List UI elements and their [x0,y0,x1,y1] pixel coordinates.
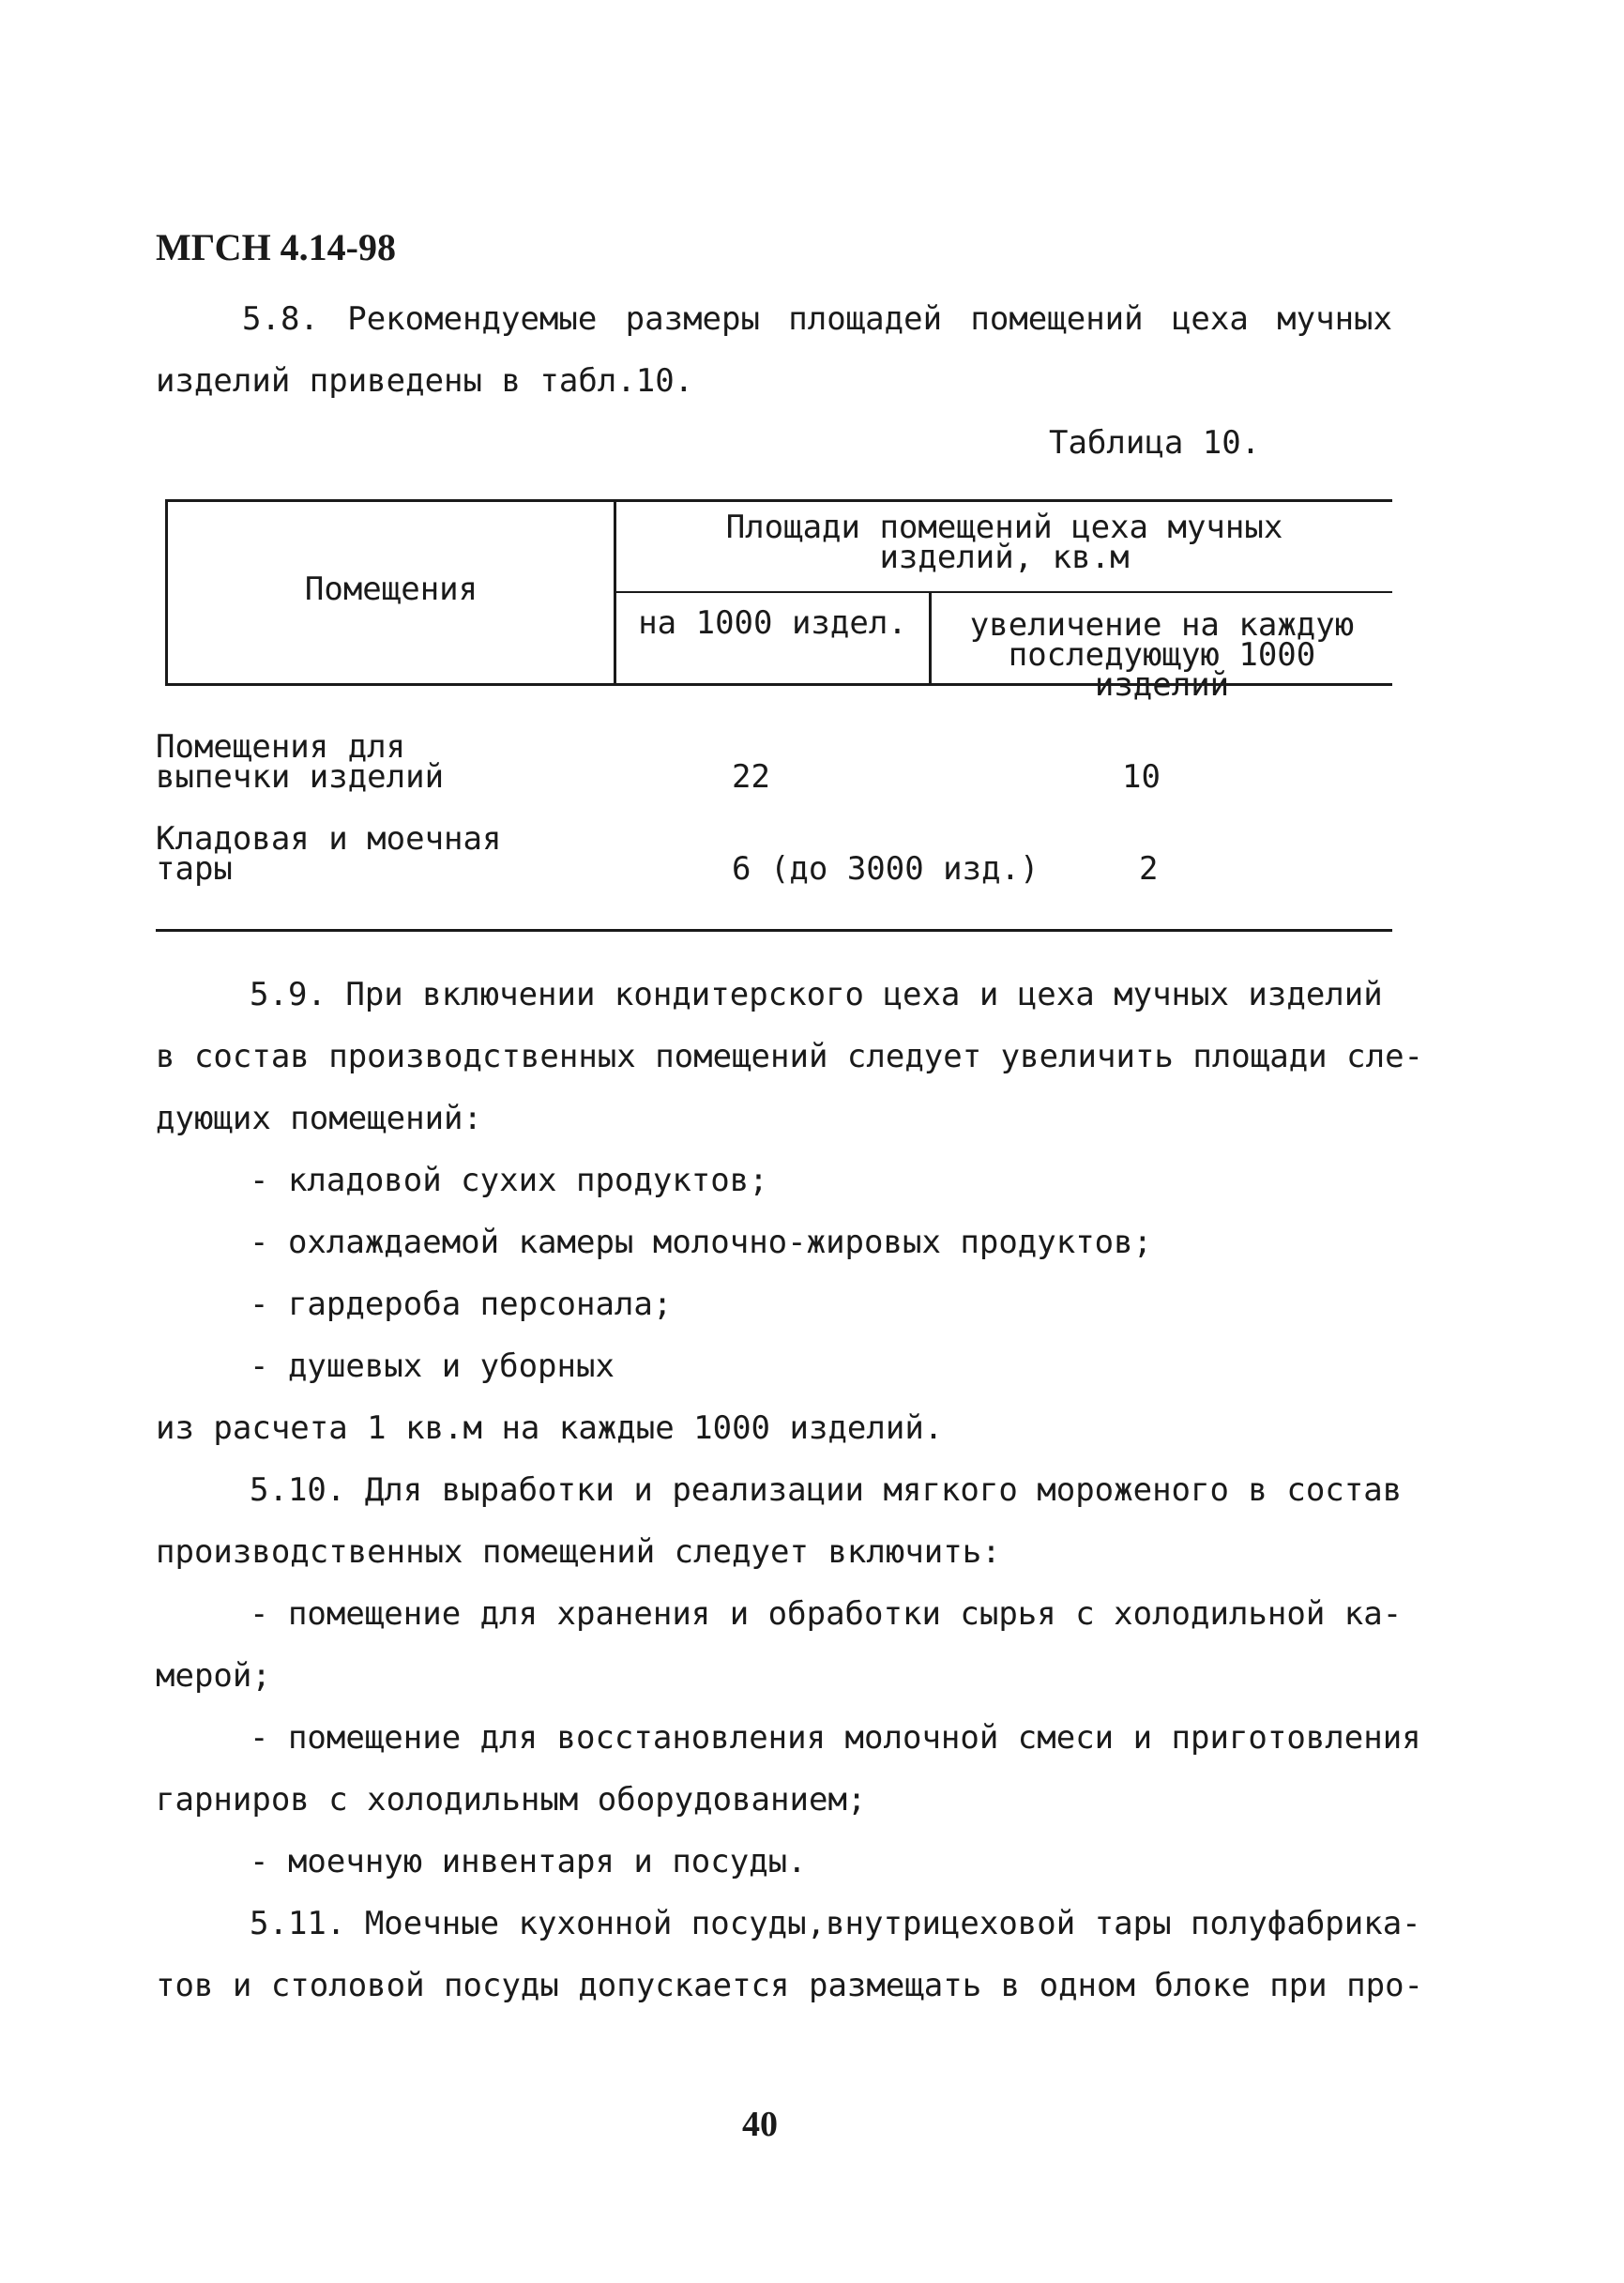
list-item-continuation: мерой; [156,1657,271,1695]
paragraph-5-10-line-2: производственных помещений следует включить: [156,1533,1001,1571]
paragraph-5-10-line-1: 5.10. Для выработки и реализации мягкого мороженого в состав [250,1471,1403,1509]
page-number: 40 [742,2105,778,2144]
row-2-name-line-1: Кладовая и моечная [156,820,502,858]
table-bottom-rule [156,929,1392,932]
table-header-per-1000: на 1000 издел. [638,604,907,642]
table-header-area-line-1: Площади помещений цеха мучных [725,509,1283,546]
row-2-name-line-2: тары [156,850,233,888]
list-item: - моечную инвентаря и посуды. [250,1843,807,1880]
document-code: МГСН 4.14-98 [156,226,396,268]
paragraph-5-9-line-2: в состав производственных помещений следует увеличить площади сле- [156,1038,1424,1075]
table-header-area-line-2: изделий, кв.м [879,539,1130,576]
row-1-name-line-1: Помещения для [156,728,406,766]
paragraph-5-9-line-1: 5.9. При включении кондитерского цеха и цеха мучных изделий [250,976,1383,1013]
row-1-name-line-2: выпечки изделий [156,758,445,796]
row-2-value-per-1000: 6 (до 3000 изд.) [732,850,1040,888]
table-header-rooms: Помещения [304,571,478,608]
row-2-value-increase: 2 [1139,850,1159,888]
table-header-increase-line-1: увеличение на каждую [969,606,1355,644]
paragraph-5-9-line-3: дующих помещений: [156,1100,482,1137]
paragraph-5-9-closing: из расчета 1 кв.м на каждые 1000 изделий. [156,1409,944,1447]
table-caption: Таблица 10. [1049,424,1261,462]
table-subheader-rule [614,591,1392,593]
list-item: - гардероба персонала; [250,1286,673,1323]
list-item: - кладовой сухих продуктов; [250,1162,768,1199]
list-item-continuation: гарниров с холодильным оборудованием; [156,1781,867,1819]
paragraph-5-8-line-1: 5.8. Рекомендуемые размеры площадей помещений цеха мучных [242,300,1392,338]
row-1-value-per-1000: 22 [732,758,770,796]
table-left-border [165,499,168,686]
list-item: - помещение для восстановления молочной смеси и приготовления [250,1719,1421,1757]
paragraph-5-8-line-2: изделий приведены в табл.10. [156,362,694,400]
paragraph-5-11-line-1: 5.11. Моечные кухонной посуды,внутрицеховой тары полуфабрика- [250,1905,1421,1942]
table-header-increase-line-2: последующую 1000 изделий [1008,636,1316,704]
list-item: - охлаждаемой камеры молочно-жировых продуктов; [250,1224,1153,1261]
paragraph-5-11-line-2: тов и столовой посуды допускается размещать в одном блоке при про- [156,1967,1424,2004]
list-item: - помещение для хранения и обработки сырья с холодильной ка- [250,1595,1403,1633]
row-1-value-increase: 10 [1122,758,1161,796]
list-item: - душевых и уборных [250,1347,615,1385]
table-top-rule [165,499,1392,502]
